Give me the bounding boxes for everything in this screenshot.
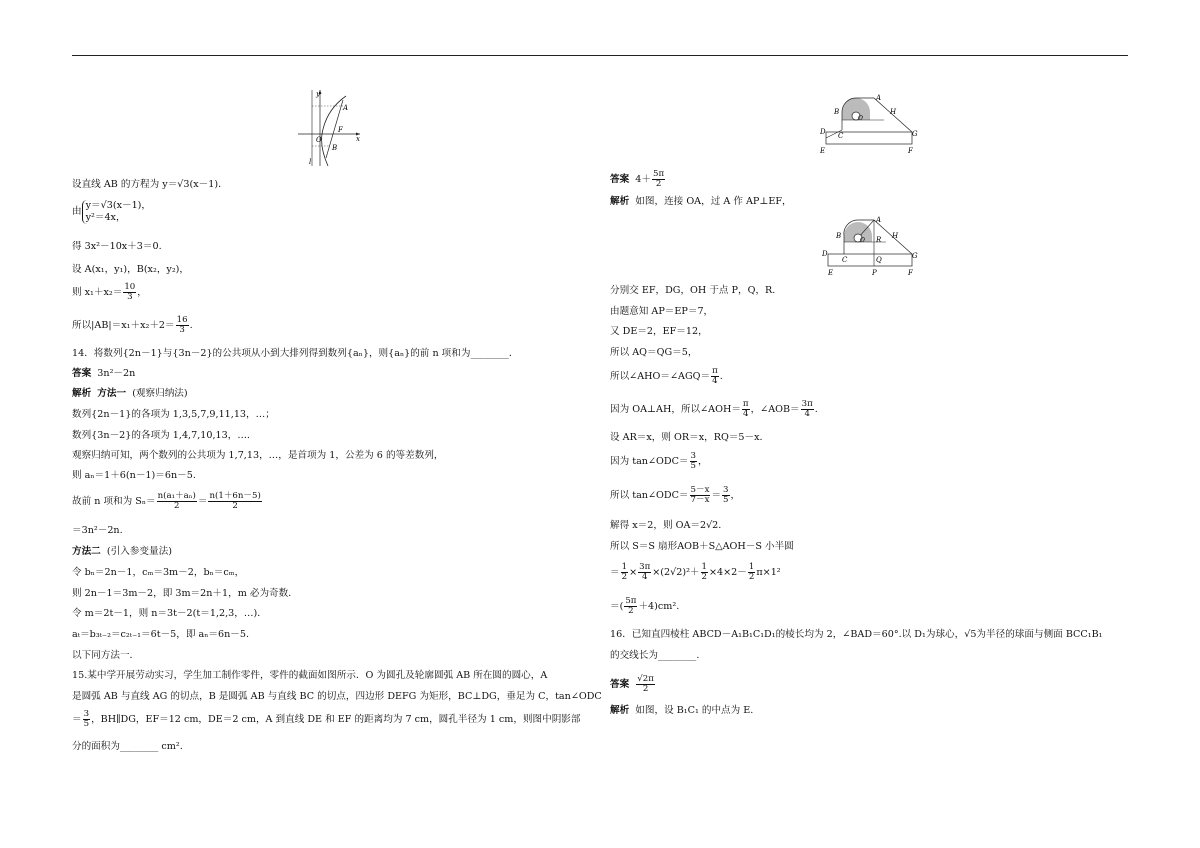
- sn-result: ＝3n²－2n.: [72, 525, 123, 536]
- frac-3pi-4: $\frac{3\pi}{4}$: [801, 399, 813, 419]
- sn-frac-2: $\frac{n(1+6n-5)}{2}$: [209, 491, 261, 511]
- system-brace: [82, 200, 151, 224]
- q15-eq: ＝: [72, 714, 82, 725]
- question-16-line-2: 的交线长为________.: [610, 650, 700, 661]
- equation-system: [72, 200, 151, 230]
- jiexi-15-label: 解析: [610, 196, 630, 207]
- fig1-A: A: [343, 104, 349, 112]
- fig2-H: H: [890, 108, 897, 116]
- fig2-C: C: [838, 132, 844, 140]
- line-ab-equation: 设直线 AB 的方程为 y＝√3(x－1)．: [72, 179, 228, 190]
- frac-5x-7x: $\frac{5-x}{7-x}$: [690, 485, 710, 505]
- frac-16-3: $\frac{16}{3}$: [176, 315, 188, 335]
- sum-x-pre: 则 x₁＋x₂＝: [72, 287, 123, 298]
- answer-16-label: 答案: [610, 679, 630, 690]
- frac-1-2-c: $\frac{1}{2}$: [748, 562, 755, 582]
- r9-post: ，: [730, 490, 741, 501]
- fig1-O: O: [316, 136, 322, 144]
- r9-pre: 所以 tan∠ODC＝: [610, 490, 689, 501]
- fig3-Q: Q: [876, 256, 882, 264]
- jiexi-15-text: 如图，连接 OA，过 A 作 AP⊥EF，: [635, 196, 792, 207]
- seq1-terms: 数列{2n－1}的各项为 1,3,5,7,9,11,13，…；: [72, 409, 275, 420]
- question-14: 14．将数列{2n－1}与{3n－2}的公共项从小到大排列得到数列{aₙ}，则{aₙ}的前 n 项和为________．: [72, 348, 519, 359]
- fig3-B: B: [836, 232, 842, 240]
- solution-line-11: 所以 S＝S 扇形AOB＋S△AOH－S 小半圆: [610, 541, 794, 552]
- fig2-D: D: [820, 128, 826, 136]
- answer-15-pre: 4＋: [635, 174, 651, 185]
- question-16-line-1: 16．已知直四棱柱 ABCD－A₁B₁C₁D₁的棱长均为 2，∠BAD＝60°.以 D₁为球心，√5为半径的球面与侧面 BCC₁B₁: [610, 629, 1103, 640]
- answer-15-label: 答案: [610, 174, 630, 185]
- m2-line-4: aₜ＝b₃ₜ₋₂＝c₂ₜ₋₁＝6t－5，即 aₙ＝6n－5.: [72, 629, 250, 640]
- fig1-l: l: [309, 158, 312, 166]
- frac-1-2-a: $\frac{1}{2}$: [621, 562, 628, 582]
- q15-conditions: ，BH∥DG，EF＝12 cm，DE＝2 cm，A 到直线 DE 和 EF 的距离均为 7 cm，圆孔半径为 1 cm，则图中阴影部: [91, 714, 581, 725]
- fig3-O: O: [860, 237, 865, 244]
- m2-line-2: 则 2n－1＝3m－2，即 3m＝2n＋1，m 必为奇数．: [72, 588, 298, 599]
- frac-3-5: $\frac{3}{5}$: [83, 709, 90, 729]
- system-eq2: y²＝4x，: [85, 212, 126, 223]
- answer-16: [610, 675, 656, 694]
- m2-line-5: 以下同方法一．: [72, 650, 140, 661]
- method-2-note: (引入参变量法): [106, 546, 172, 557]
- jiexi-16-text: 如图，设 B₁C₁ 的中点为 E.: [635, 705, 754, 716]
- solution-line-6: [610, 400, 818, 419]
- solution-line-10: 解得 x＝2，则 OA＝2√2.: [610, 520, 722, 531]
- seq2-terms: 数列{3n－2}的各项为 1,4,7,10,13，….: [72, 430, 250, 441]
- method-2-label: 方法二: [72, 546, 101, 557]
- method-2-heading: [72, 546, 172, 558]
- r6-post: .: [814, 404, 818, 415]
- solution-line-8: [610, 452, 708, 471]
- quadratic-line: 得 3x²－10x＋3＝0.: [72, 241, 162, 252]
- solution-line-1: 分别交 EF，DG，OH 于点 P，Q，R.: [610, 285, 776, 296]
- parabola-figure: [296, 88, 362, 168]
- jiexi-label: 解析: [72, 388, 92, 399]
- fig2-F: F: [908, 147, 913, 155]
- solution-line-9: [610, 486, 740, 505]
- part-figure-2: [822, 212, 918, 278]
- r9-eq: ＝: [711, 490, 722, 501]
- system-prefix: 由: [72, 206, 82, 217]
- frac-5pi-2: $\frac{5\pi}{2}$: [653, 169, 665, 189]
- method-1-label: 方法一: [97, 388, 127, 399]
- solution-line-2: 由题意知 AP＝EP＝7，: [610, 306, 714, 317]
- common-terms: 观察归纳可知，两个数列的公共项为 1,7,13，…，是首项为 1，公差为 6 的等差数列，: [72, 450, 444, 461]
- sum-x-line: [72, 283, 147, 302]
- method-1-note: (观察归纳法): [132, 388, 188, 399]
- question-15-line-1: 15.某中学开展劳动实习，学生加工制作零件，零件的截面如图所示．O 为圆孔及轮廓圆弧 AB 所在圆的圆心，A: [72, 670, 548, 681]
- solution-line-7: 设 AR＝x，则 OR＝x，RQ＝5－x.: [610, 432, 763, 443]
- fig3-F: F: [908, 269, 913, 277]
- ab-length-pre: 所以|AB|＝x₁＋x₂＋2＝: [72, 320, 175, 331]
- fig2-O: O: [858, 115, 863, 122]
- frac-3pi-4-b: $\frac{3\pi}{4}$: [639, 562, 651, 582]
- question-15-line-3: [72, 710, 580, 729]
- points-line: 设 A(x₁，y₁)，B(x₂，y₂)，: [72, 264, 190, 275]
- jiexi-16: [610, 705, 753, 717]
- fig2-E: E: [820, 147, 826, 155]
- solution-line-12: ＝ $\frac{1}{2}$ × $\frac{3\pi}{4}$ ×(2√2)²＋ $\frac{1}{2}$ ×4×2－ $\frac{1}{2}$ π×1²: [610, 562, 781, 582]
- part-figure-1: [818, 90, 918, 156]
- frac-pi-4-b: $\frac{\pi}{4}$: [742, 399, 749, 419]
- frac-3-5-c: $\frac{3}{5}$: [723, 485, 729, 505]
- jiexi-16-label: 解析: [610, 705, 630, 716]
- frac-5pi-2-b: $\frac{5\pi}{2}$: [625, 596, 637, 616]
- fig3-C: C: [842, 256, 848, 264]
- ab-length-post: .: [189, 320, 193, 331]
- r6-mid: ，∠AOB＝: [750, 404, 800, 415]
- solution-line-13: ＝( $\frac{5\pi}{2}$ ＋4)cm².: [610, 596, 680, 616]
- sn-frac-1: $\frac{\text{n(a₁＋aₙ)}}{2}$: [157, 491, 196, 511]
- fig3-E: E: [828, 269, 834, 277]
- solution-line-4: 所以 AQ＝QG＝5，: [610, 347, 698, 358]
- fig3-G: G: [912, 252, 918, 260]
- sn-pre: 故前 n 项和为 Sₙ＝: [72, 496, 156, 507]
- an-formula: 则 aₙ＝1＋6(n－1)＝6n－5.: [72, 470, 196, 481]
- solution-line-5: [610, 367, 723, 386]
- fig3-A: A: [876, 216, 882, 224]
- frac-1-2-b: $\frac{1}{2}$: [701, 562, 707, 582]
- m2-line-1: 令 bₙ＝2n－1，cₘ＝3m－2，bₙ＝cₘ，: [72, 567, 245, 578]
- fig2-B: B: [834, 108, 840, 116]
- fig1-y: y: [316, 90, 320, 98]
- answer-14-value: 3n²－2n: [97, 368, 136, 379]
- fig1-B: B: [332, 144, 338, 152]
- r6-pre: 因为 OA⊥AH，所以∠AOH＝: [610, 404, 741, 415]
- m2-line-3: 令 m＝2t－1，则 n＝3t－2(t＝1,2,3，…)．: [72, 608, 267, 619]
- fig3-R: R: [876, 236, 882, 244]
- system-eq1: y＝√3(x－1)，: [85, 200, 152, 211]
- frac-pi-4-a: $\frac{\pi}{4}$: [712, 366, 718, 386]
- sum-x-post: ，: [137, 287, 147, 298]
- fig2-G: G: [912, 130, 918, 138]
- sn-eq: ＝: [197, 496, 208, 507]
- ab-length-line: [72, 316, 193, 335]
- fig1-x: x: [356, 135, 360, 143]
- method-1-heading: [72, 388, 188, 400]
- frac-10-3: $\frac{10}{3}$: [124, 282, 136, 302]
- fig2-A: A: [876, 94, 882, 102]
- sn-formula: [72, 492, 263, 511]
- frac-sqrt2pi-2: $\frac{√2\pi}{2}$: [637, 674, 654, 694]
- jiexi-15: [610, 196, 792, 208]
- r8-pre: 因为 tan∠ODC＝: [610, 456, 689, 467]
- fig3-P: P: [872, 269, 877, 277]
- solution-line-3: 又 DE＝2，EF＝12，: [610, 326, 708, 337]
- question-15-line-4: 分的面积为________ cm².: [72, 741, 183, 752]
- answer-14-label: 答案: [72, 368, 92, 379]
- fig3-D: D: [822, 250, 828, 258]
- r5-pre: 所以∠AHO＝∠AGQ＝: [610, 371, 711, 382]
- frac-3-5-b: $\frac{3}{5}$: [690, 451, 696, 471]
- header-rule: [72, 55, 1128, 56]
- fig1-F: F: [338, 126, 343, 134]
- answer-14: [72, 368, 135, 380]
- question-15-line-2: 是圆弧 AB 与直线 AG 的切点，B 是圆弧 AB 与直线 BC 的切点，四边形 DEFG 为矩形，BC⊥DG，垂足为 C，tan∠ODC: [72, 691, 602, 702]
- r5-post: .: [719, 371, 723, 382]
- answer-15: [610, 170, 666, 189]
- fig3-H: H: [892, 232, 899, 240]
- r8-post: ，: [698, 456, 708, 467]
